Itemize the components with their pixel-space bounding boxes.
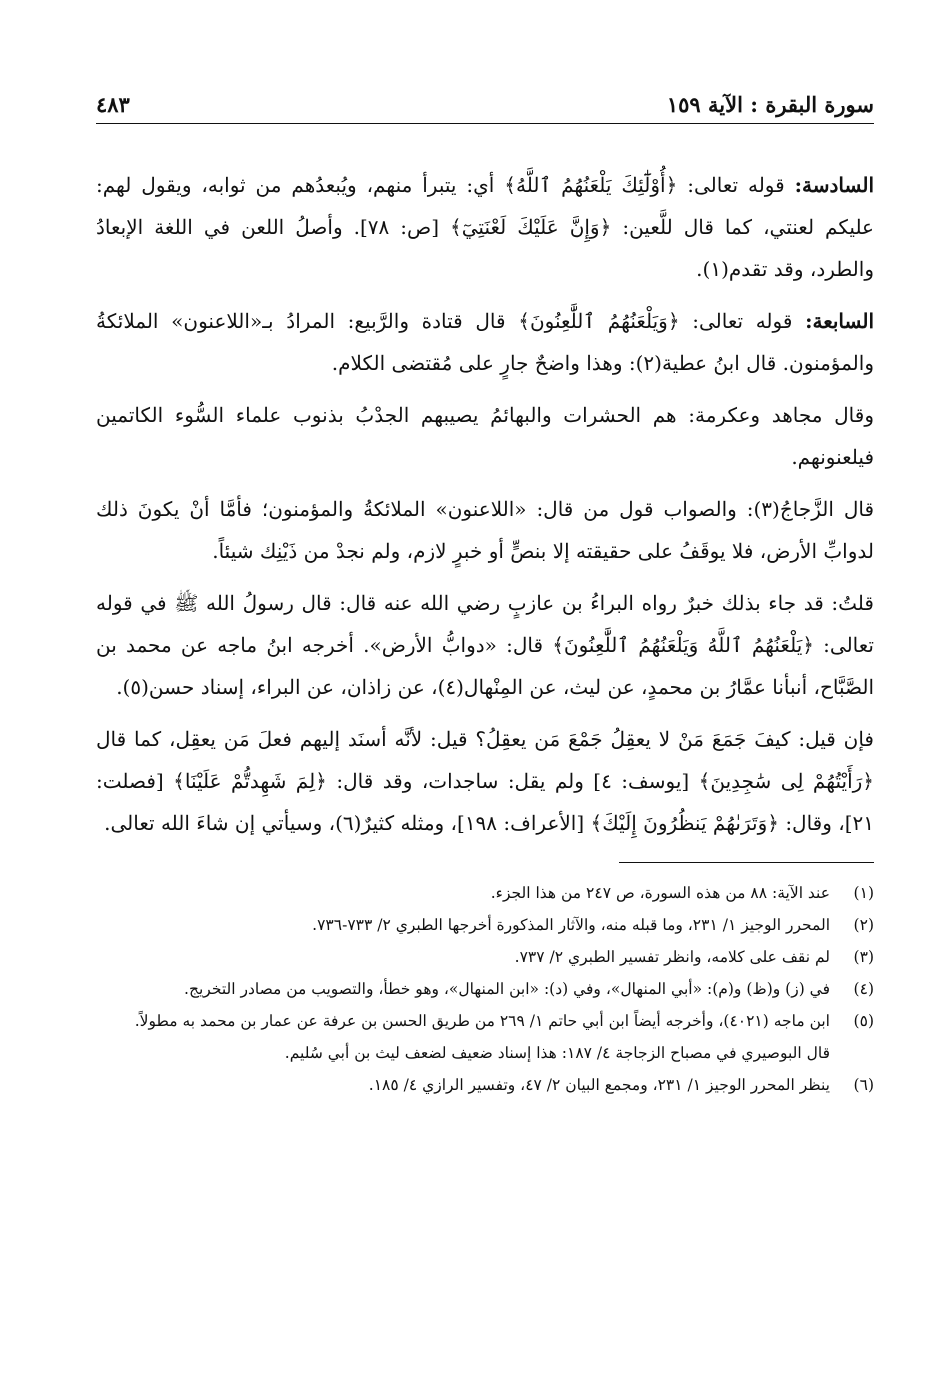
paragraph-text: قلتُ: قد جاء بذلك خبرٌ رواه البراءُ بن عازبٍ رضي الله عنه قال: قال رسولُ الله ﷺ في قوله تعالى: ﴿يَلْعَنُهُمُ ٱللَّهُ وَيَلْعَنُهُمُ ٱللَّٰعِنُونَ﴾ قال: «دوابُّ الأرض». أخرجه ابنُ ماجه عن محمد بن الصَّبَّاح، أنبأنا عمَّارُ بن محمدٍ، عن ليث، عن المِنْهال(٤)، عن زاذان، عن البراء، إسناد حسن(٥). [96,591,874,699]
footnote-number: (٢) [853,916,874,934]
paragraph [96,718,874,844]
footnote-text: في (ز) و(ظ) و(م): «أبي المنهال»، وفي (د): «ابن المنهال»، وهو خطأ، والتصويب من مصادر التخريج. [184,980,830,998]
footnote-number: (٥) [853,1012,874,1030]
footnote [96,941,874,973]
footnote-text: ينظر المحرر الوجيز ١/ ٢٣١، ومجمع البيان ٢/ ٤٧، وتفسير الرازي ٤/ ١٨٥. [368,1076,830,1094]
paragraph-text: قوله تعالى: ﴿أُوْلَٰٓئِكَ يَلْعَنُهُمُ ٱللَّهُ﴾ أي: يتبرأ منهم، ويُبعدُهم من ثوابه، ويقول لهم: عليكم لعنتي، كما قال للَّعين: ﴿وَإِنَّ عَلَيْكَ لَعْنَتِيٓ﴾ [ص: ٧٨]. وأصلُ اللعن في اللغة الإبعادُ والطرد، وقد تقدم(١). [96,173,874,281]
book-page [96,86,874,1346]
footnote [96,1005,874,1037]
footnote [96,1069,874,1101]
paragraph-lead: السادسة: [794,173,874,197]
footnote-number: (١) [853,884,874,902]
paragraph-text: قوله تعالى: ﴿وَيَلْعَنُهُمُ ٱللَّٰعِنُونَ﴾ قال قتادة والرَّبيع: المرادُ بـ«اللاعنون» الملائكةُ والمؤمنون. قال ابنُ عطية(٢): وهذا واضحٌ جارٍ على مُقتضى الكلام. [96,309,874,375]
paragraph-text: قال الزَّجاجُ(٣): والصواب قول من قال: «اللاعنون» الملائكةُ والمؤمنون؛ فأمَّا أنْ يكونَ ذلك لدوابِّ الأرض، فلا يوقَفُ على حقيقته إلا بنصٍّ أو خبرٍ لازم، ولم نجدْ من ذَيْنِك شيئاً. [96,497,875,563]
page-number: ٤٨٣ [96,92,130,117]
footnote-text: لم نقف على كلامه، وانظر تفسير الطبري ٢/ ٧٣٧. [514,948,830,966]
main-text [96,164,874,844]
paragraph [96,394,874,478]
paragraph [96,582,874,708]
paragraph [96,300,874,384]
footnote-text: المحرر الوجيز ١/ ٢٣١، وما قبله منه، والآثار المذكورة أخرجها الطبري ٢/ ٧٣٣-٧٣٦. [312,916,830,934]
footnote-number: (٦) [853,1076,874,1094]
running-title: سورة البقرة : الآية ١٥٩ [666,92,874,117]
footnote-separator [619,862,874,863]
paragraph-text: وقال مجاهد وعكرمة: هم الحشرات والبهائمُ يصيبهم الجدْبُ بذنوب علماء السُّوء الكاتمين فيلعنونهم. [96,403,874,469]
footnote-text: ابن ماجه (٤٠٢١)، وأخرجه أيضاً ابن أبي حاتم ١/ ٢٦٩ من طريق الحسن بن عرفة عن عمار بن محمد به مطولاً. [134,1012,830,1030]
footnote-continuation: قال البوصيري في مصباح الزجاجة ٤/ ١٨٧: هذا إسناد ضعيف لضعف ليث بن أبي سُليم. [284,1044,830,1062]
footnote-text: عند الآية: ٨٨ من هذه السورة، ص ٢٤٧ من هذا الجزء. [490,884,830,902]
paragraph-lead: السابعة: [805,309,874,333]
paragraph [96,164,874,290]
page-header [96,86,874,124]
footnote [96,973,874,1005]
footnote-number: (٣) [853,948,874,966]
footnote [96,909,874,941]
footnote-number: (٤) [853,980,874,998]
footnotes [96,877,874,1101]
footnote [96,877,874,909]
paragraph-text: فإن قيل: كيفَ جَمَعَ مَنْ لا يعقِلُ جَمْعَ مَن يعقِلُ؟ قيل: لأنَّه أسنَد إليهم فعلَ مَن يعقِل، كما قال ﴿رَأَيْتُهُمْ لِى سَٰجِدِينَ﴾ [يوسف: ٤] ولم يقل: ساجدات، وقد قال: ﴿لِمَ شَهِدتُّمْ عَلَيْنَا﴾ [فصلت: ٢١]، وقال: ﴿وَتَرَىٰهُمْ يَنظُرُونَ إِلَيْكَ﴾ [الأعراف: ١٩٨]، ومثله كثيرٌ(٦)، وسيأتي إن شاءَ الله تعالى. [96,727,874,835]
paragraph [96,488,874,572]
